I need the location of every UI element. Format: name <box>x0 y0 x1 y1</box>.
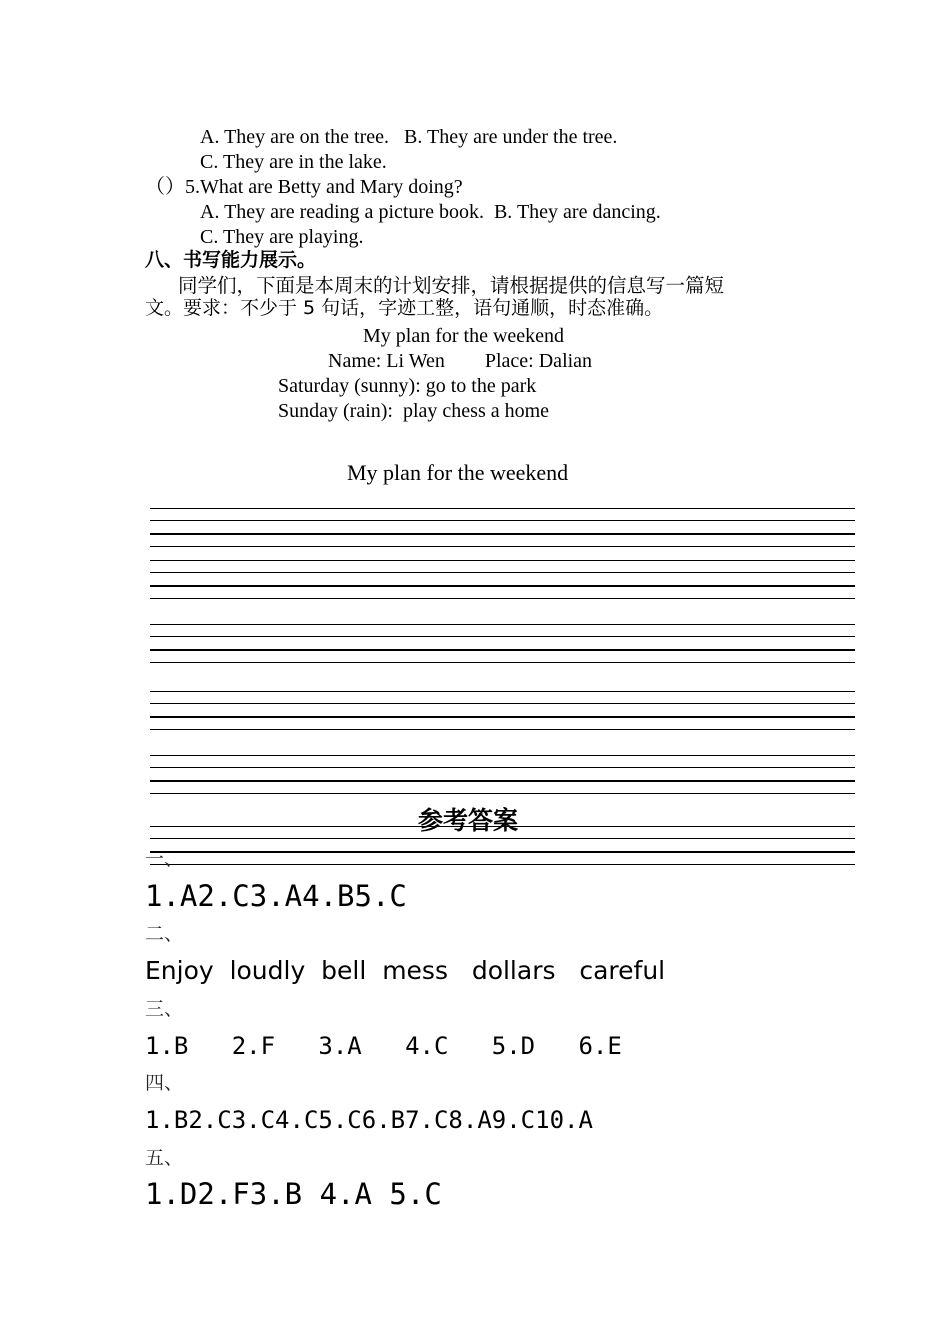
answer-section-4-text: 1.B2.C3.C4.C5.C6.B7.C8.A9.C10.A <box>145 1106 593 1134</box>
answer-section-3-text: 1.B 2.F 3.A 4.C 5.D 6.E <box>145 1032 622 1060</box>
answer-section-5-label: 五、 <box>145 1147 184 1169</box>
q5-stem: （）5.What are Betty and Mary doing? <box>145 176 463 198</box>
answer-section-2-text: Enjoy loudly bell mess dollars careful <box>145 956 666 985</box>
answer-section-4-label: 四、 <box>145 1072 184 1094</box>
composition-title: My plan for the weekend <box>347 460 569 485</box>
writing-grid-6 <box>150 826 855 886</box>
info-sunday: Sunday (rain): play chess a home <box>278 400 550 422</box>
writing-grid-3 <box>150 624 855 684</box>
q4-options-line2: C. They are in the lake. <box>200 151 387 173</box>
q5-options-line1: A. They are reading a picture book. B. They are dancing. <box>200 201 661 223</box>
answer-section-5-text: 1.D2.F3.B 4.A 5.C <box>145 1177 442 1211</box>
info-saturday: Saturday (sunny): go to the park <box>278 375 537 397</box>
q4-options-line1: A. They are on the tree. B. They are under the tree. <box>200 126 618 148</box>
answer-section-1-text: 1.A2.C3.A4.B5.C <box>145 879 407 913</box>
answer-section-3-label: 三、 <box>145 998 184 1020</box>
writing-heading: 八、书写能力展示。 <box>145 249 317 271</box>
answer-section-1-label: 一、 <box>145 848 184 870</box>
writing-instruction-line1: 同学们，下面是本周末的计划安排，请根据提供的信息写一篇短 <box>178 274 725 297</box>
q5-options-line2: C. They are playing. <box>200 226 364 248</box>
writing-grid-4 <box>150 691 855 751</box>
info-name-place: Name: Li Wen Place: Dalian <box>328 350 593 372</box>
answers-title: 参考答案 <box>418 806 519 835</box>
info-title: My plan for the weekend <box>363 325 565 347</box>
writing-grid-2 <box>150 560 855 620</box>
writing-instruction-line2: 文。要求：不少于 5 句话，字迹工整，语句通顺，时态准确。 <box>145 297 664 319</box>
answer-section-2-label: 二、 <box>145 923 184 945</box>
